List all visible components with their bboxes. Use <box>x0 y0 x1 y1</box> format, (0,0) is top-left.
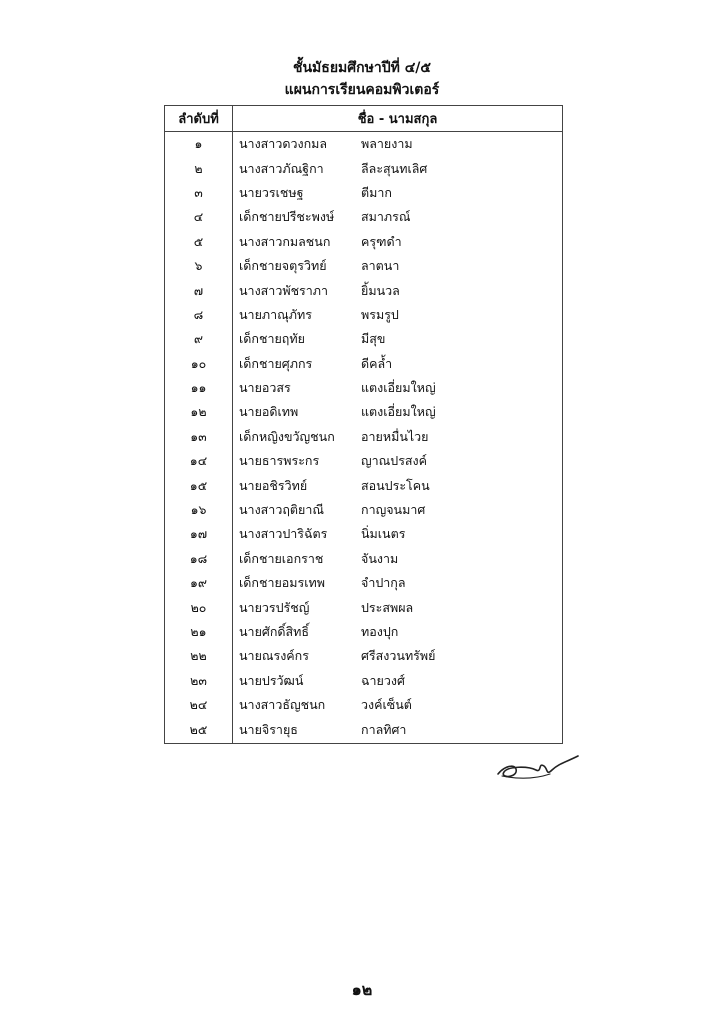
row-full-name <box>233 571 563 595</box>
row-number: ๒๓ <box>165 669 233 693</box>
last-name: สอนประโคน <box>361 477 430 493</box>
row-full-name <box>233 181 563 205</box>
table-row <box>165 278 563 302</box>
row-number: ๔ <box>165 205 233 229</box>
row-full-name <box>233 376 563 400</box>
row-full-name <box>233 230 563 254</box>
row-number: ๑๔ <box>165 449 233 473</box>
row-full-name <box>233 205 563 229</box>
table-row <box>165 620 563 644</box>
row-number: ๑๖ <box>165 498 233 522</box>
last-name: จำปากุล <box>361 575 406 591</box>
student-roster-table <box>164 105 563 744</box>
table-row <box>165 717 563 744</box>
first-name: นายวรปรัชญ์ <box>239 599 310 615</box>
row-full-name <box>233 498 563 522</box>
row-full-name <box>233 693 563 717</box>
row-full-name <box>233 425 563 449</box>
last-name: ตีมาก <box>361 184 392 200</box>
first-name: นางสาวกมลชนก <box>239 233 331 249</box>
first-name: นายอชิรวิทย์ <box>239 477 308 493</box>
row-number: ๒๐ <box>165 595 233 619</box>
document-subtitle: แผนการเรียนคอมพิวเตอร์ <box>284 82 440 98</box>
last-name: ศรีสงวนทรัพย์ <box>361 648 436 664</box>
first-name: นายอวสร <box>239 380 291 396</box>
row-full-name <box>233 473 563 497</box>
first-name: เด็กชายเอกราช <box>239 550 324 566</box>
document-title: ชั้นมัธยมศึกษาปีที่ ๔/๕ <box>292 60 432 76</box>
first-name: นายวรเชษฐ <box>239 184 304 200</box>
table-row <box>165 303 563 327</box>
table-row <box>165 473 563 497</box>
row-full-name <box>233 669 563 693</box>
row-full-name <box>233 620 563 644</box>
last-name: แตงเอี่ยมใหญ่ <box>361 380 436 396</box>
last-name: ลาตนา <box>361 258 400 274</box>
last-name: ญาณปรสงค์ <box>361 453 428 469</box>
first-name: นางสาวภัณฐิกา <box>239 160 324 176</box>
last-name: ดีคล้ำ <box>361 355 393 371</box>
last-name: ทองปุก <box>361 624 399 639</box>
row-full-name <box>233 595 563 619</box>
last-name: กาญจนมาศ <box>361 502 426 518</box>
last-name: ยิ้มนวล <box>361 282 400 298</box>
first-name: เด็กหญิงขวัญชนก <box>239 428 335 444</box>
last-name: ลีละสุนทเลิศ <box>361 160 428 176</box>
row-full-name <box>233 400 563 424</box>
table-row <box>165 595 563 619</box>
first-name: นางสาวฤติยาณี <box>239 502 324 518</box>
row-number: ๑๑ <box>165 376 233 400</box>
table-row <box>165 132 563 157</box>
first-name: นางสาวดวงกมล <box>239 136 328 152</box>
row-number: ๑๙ <box>165 571 233 595</box>
last-name: อายหมื่นไวย <box>361 428 429 444</box>
table-row <box>165 547 563 571</box>
table-row <box>165 571 563 595</box>
first-name: เด็กชายฤทัย <box>239 331 305 347</box>
row-full-name <box>233 644 563 668</box>
first-name: นายปรวัฒน์ <box>239 672 304 688</box>
last-name: พรมรูป <box>361 306 399 322</box>
first-name: นายธารพระกร <box>239 453 320 469</box>
last-name: ฉายวงศ์ <box>361 672 405 688</box>
first-name: เด็กชายอมรเทพ <box>239 575 325 591</box>
first-name: นายอดิเทพ <box>239 404 299 420</box>
table-row <box>165 376 563 400</box>
signature-mark <box>492 752 584 786</box>
table-row <box>165 205 563 229</box>
row-number: ๙ <box>165 327 233 351</box>
row-number: ๗ <box>165 278 233 302</box>
table-row <box>165 400 563 424</box>
last-name: สมาภรณ์ <box>361 209 411 225</box>
row-number: ๓ <box>165 181 233 205</box>
table-row <box>165 230 563 254</box>
table-row <box>165 327 563 351</box>
first-name: นายจิรายุธ <box>239 722 298 738</box>
row-number: ๑ <box>165 132 233 157</box>
row-full-name <box>233 547 563 571</box>
row-full-name <box>233 717 563 744</box>
row-number: ๖ <box>165 254 233 278</box>
row-full-name <box>233 449 563 473</box>
row-full-name <box>233 254 563 278</box>
last-name: มีสุข <box>361 331 386 347</box>
table-header-row <box>165 106 563 132</box>
row-full-name <box>233 327 563 351</box>
first-name: เด็กชายปรีชะพงษ์ <box>239 209 335 225</box>
last-name: พลายงาม <box>361 136 413 152</box>
last-name: แตงเอี่ยมใหญ่ <box>361 404 436 420</box>
last-name: จันงาม <box>361 550 399 566</box>
header-number: ลำดับที่ <box>165 106 233 132</box>
row-number: ๒๒ <box>165 644 233 668</box>
table-row <box>165 693 563 717</box>
row-number: ๒๕ <box>165 717 233 744</box>
row-number: ๕ <box>165 230 233 254</box>
row-number: ๑๕ <box>165 473 233 497</box>
row-number: ๑๘ <box>165 547 233 571</box>
last-name: นิ่มเนตร <box>361 526 406 542</box>
table-row <box>165 181 563 205</box>
last-name: ประสพผล <box>361 599 414 615</box>
page-number: ๑๒ <box>351 980 373 999</box>
first-name: นางสาวธัญชนก <box>239 697 326 713</box>
table-row <box>165 669 563 693</box>
row-full-name <box>233 156 563 180</box>
row-number: ๑๓ <box>165 425 233 449</box>
first-name: นางสาวพัชราภา <box>239 282 329 298</box>
table-row <box>165 254 563 278</box>
row-full-name <box>233 278 563 302</box>
first-name: นางสาวปาริฉัตร <box>239 526 328 542</box>
last-name: วงค์เซ็นต์ <box>361 697 412 713</box>
table-row <box>165 425 563 449</box>
row-full-name <box>233 132 563 157</box>
last-name: กาลทิศา <box>361 722 407 738</box>
first-name: นายณรงค์กร <box>239 648 309 664</box>
row-number: ๑๗ <box>165 522 233 546</box>
first-name: เด็กชายศุภกร <box>239 355 313 371</box>
row-full-name <box>233 352 563 376</box>
row-full-name <box>233 303 563 327</box>
header-name: ชื่อ - นามสกุล <box>233 106 563 132</box>
first-name: นายภาณุภัทร <box>239 306 312 322</box>
row-number: ๑๐ <box>165 352 233 376</box>
row-number: ๒ <box>165 156 233 180</box>
table-row <box>165 449 563 473</box>
first-name: นายศักดิ์สิทธิ์ <box>239 624 310 639</box>
row-number: ๑๒ <box>165 400 233 424</box>
table-row <box>165 156 563 180</box>
row-number: ๒๑ <box>165 620 233 644</box>
last-name: ครุฑดำ <box>361 233 402 249</box>
table-row <box>165 644 563 668</box>
table-row <box>165 498 563 522</box>
table-row <box>165 352 563 376</box>
first-name: เด็กชายจตุรวิทย์ <box>239 258 327 274</box>
row-number: ๒๔ <box>165 693 233 717</box>
table-row <box>165 522 563 546</box>
row-full-name <box>233 522 563 546</box>
row-number: ๘ <box>165 303 233 327</box>
